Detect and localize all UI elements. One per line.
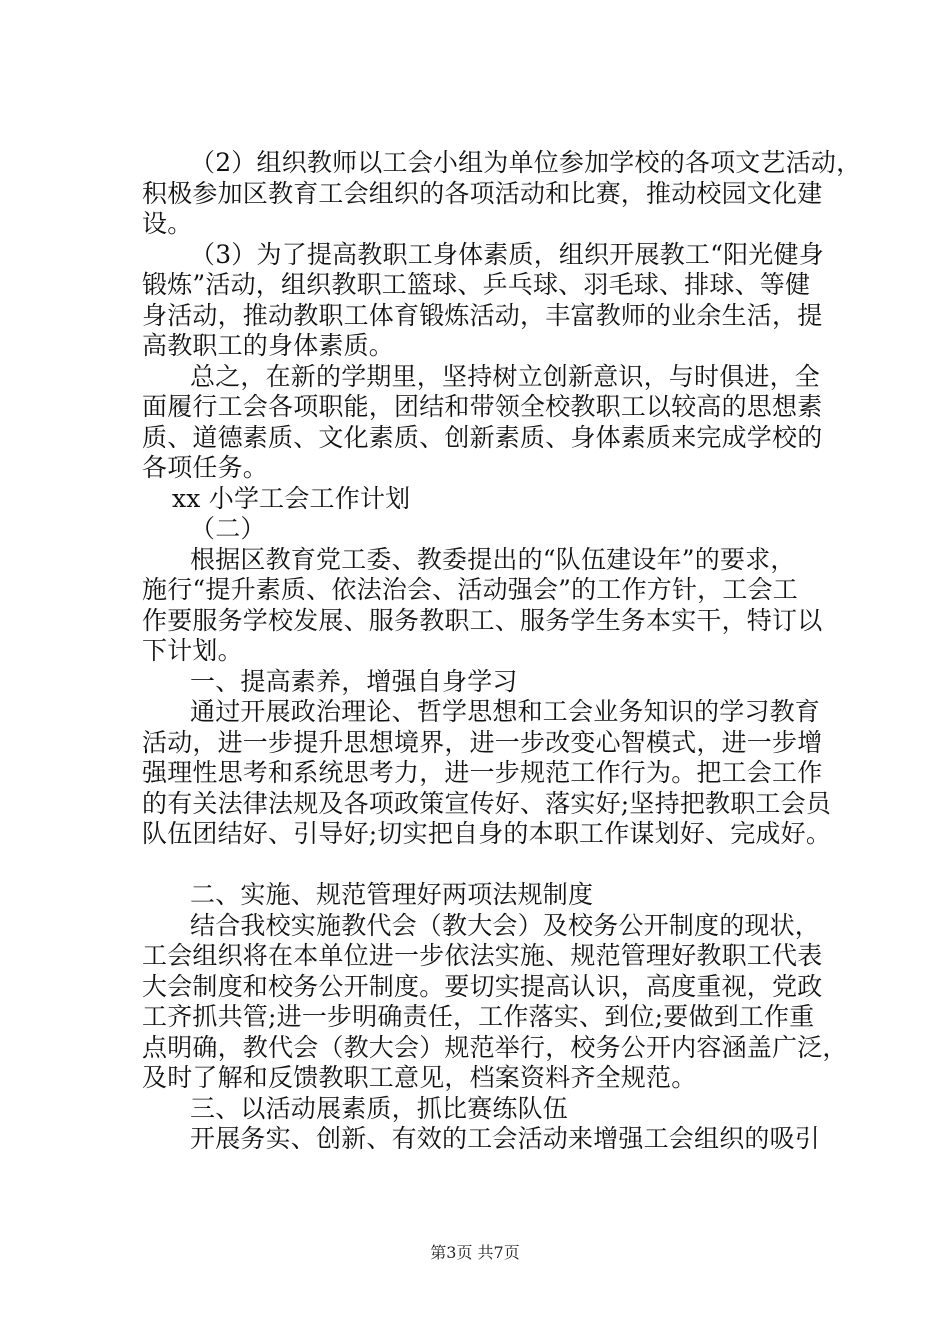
text-line: 工会组织将在本单位进一步依法实施、规范管理好教职工代表: [142, 941, 823, 970]
text-line: 身活动，推动教职工体育锻炼活动，丰富教师的业余生活，提: [142, 300, 823, 330]
text-line: 高教职工的身体素质。: [142, 331, 395, 360]
text-line: 大会制度和校务公开制度。要切实提高认识，高度重视，党政: [142, 971, 823, 1001]
text-line: 点明确，教代会（教大会）规范举行，校务公开内容涵盖广泛，: [142, 1032, 848, 1062]
text-line: 根据区教育党工委、教委提出的“队伍建设年”的要求，: [190, 544, 796, 574]
text-line: 及时了解和反馈教职工意见，档案资料齐全规范。: [142, 1063, 697, 1092]
text-line: 施行“提升素质、依法治会、活动强会”的工作方针，工会工: [142, 575, 798, 604]
section-title: xx 小学工会工作计划: [172, 483, 411, 513]
text-line: 总之，在新的学期里，坚持树立创新意识，与时俱进，全: [190, 361, 821, 391]
page-footer: 第3页 共7页: [430, 1243, 520, 1262]
text-line: 锻炼”活动，组织教职工篮球、乒乓球、羽毛球、排球、等健: [142, 270, 811, 299]
heading-three: 三、以活动展素质，抓比赛练队伍: [190, 1093, 569, 1123]
text-line: 结合我校实施教代会（教大会）及校务公开制度的现状，: [190, 910, 821, 940]
heading-two: 二、实施、规范管理好两项法规制度: [190, 880, 594, 909]
text-line: 工齐抓共管;进一步明确责任，工作落实、到位;要做到工作重: [142, 1002, 815, 1031]
heading-one: 一、提高素养，增强自身学习: [190, 666, 518, 696]
text-line: 积极参加区教育工会组织的各项活动和比赛，推动校园文化建: [142, 178, 823, 208]
text-line: 通过开展政治理论、哲学思想和工会业务知识的学习教育: [190, 697, 821, 726]
blank-line: [142, 850, 822, 881]
text-line: 各项任务。: [142, 453, 269, 482]
document-body: [142, 148, 862, 1155]
text-line: 面履行工会各项职能，团结和带领全校教职工以较高的思想素: [142, 392, 823, 421]
text-line: （3）为了提高教职工身体素质，组织开展教工“阳光健身: [190, 239, 824, 269]
text-line: 开展务实、创新、有效的工会活动来增强工会组织的吸引: [190, 1124, 821, 1153]
text-line: 下计划。: [142, 636, 243, 665]
text-line: 强理性思考和系统思考力，进一步规范工作行为。把工会工作: [142, 758, 823, 787]
text-line: （2）组织教师以工会小组为单位参加学校的各项文艺活动，: [190, 148, 862, 177]
text-line: 队伍团结好、引导好;切实把自身的本职工作谋划好、完成好。: [142, 819, 832, 848]
text-line: 活动，进一步提升思想境界，进一步改变心智模式，进一步增: [142, 727, 823, 757]
text-line: 作要服务学校发展、服务教职工、服务学生务本实干，特订以: [142, 605, 823, 635]
text-line: 设。: [142, 209, 193, 238]
section-subtitle: （二）: [190, 514, 266, 543]
text-line: 的有关法律法规及各项政策宣传好、落实好;坚持把教职工会员: [142, 788, 832, 818]
text-line: 质、道德素质、文化素质、创新素质、身体素质来完成学校的: [142, 422, 823, 452]
